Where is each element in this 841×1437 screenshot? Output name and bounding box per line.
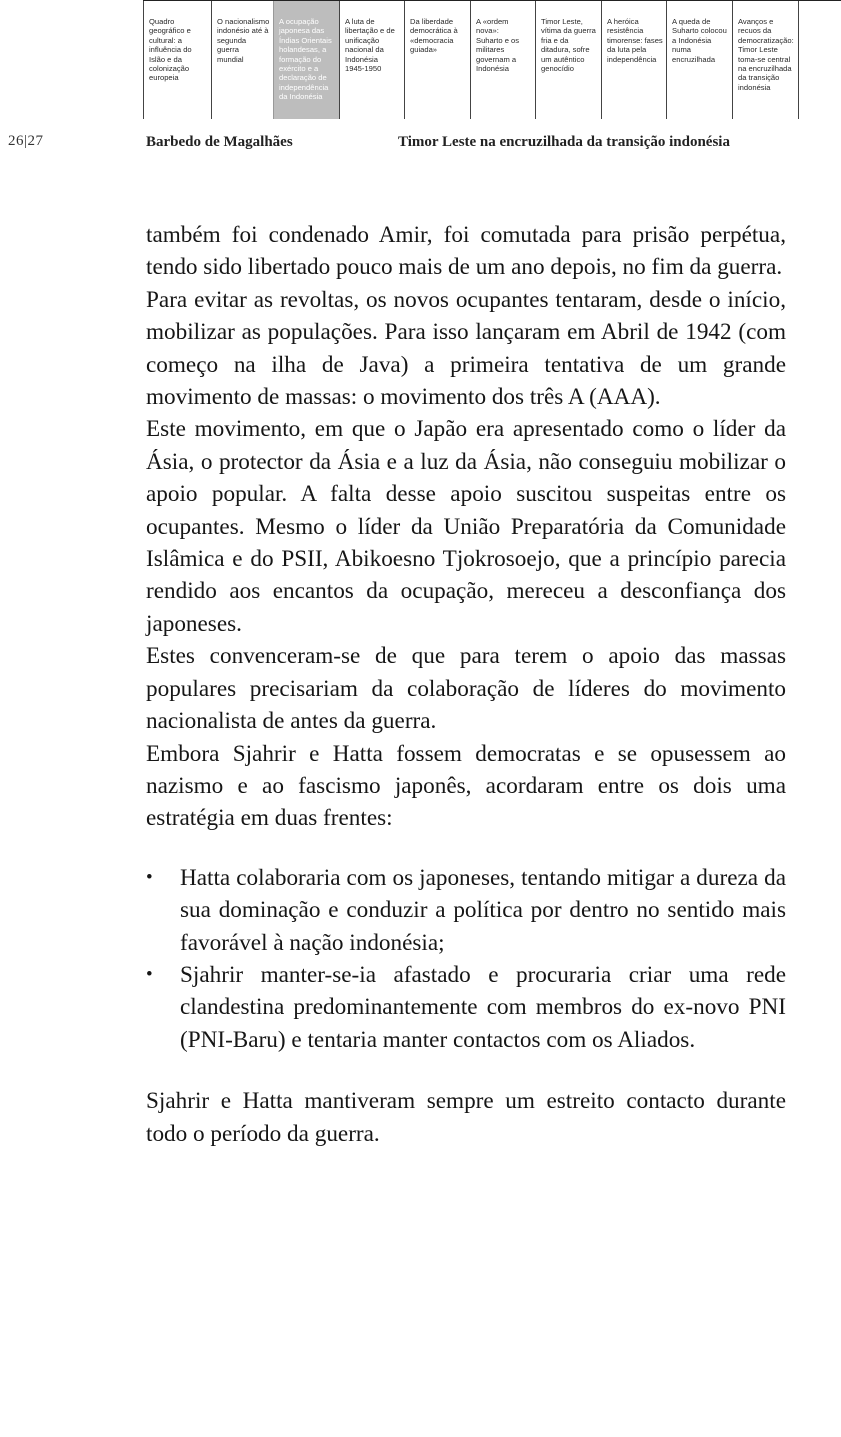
chapter-tab-6: A «ordem nova»: Suharto e os militares governam a Indonésia [470,1,535,119]
list-item [146,959,786,1056]
chapter-tab-9: A queda de Suharto colocou a Indonésia numa encruzilhada [666,1,732,119]
paragraph: Este movimento, em que o Japão era apresentado como o líder da Ásia, o protector da Ásia e a luz da Ásia, não conseguiu mobilizar o apoio popular. A falta desse apoio suscitou suspeitas entre os ocupantes. Mesmo o líder da União Preparatória da Comunidade Islâmica e do PSII, Abikoesno Tjokrosoejo, que a princípio parecia rendido aos encantos da ocupação, mereceu a desconfiança dos japoneses. [146,416,786,637]
paragraph: Estes convenceram-se de que para terem o apoio das massas populares precisariam da colaboração de líderes do movimento nacionalista de antes da guerra. [146,643,786,735]
chapter-navigation-strip [143,0,841,119]
chapter-tab-5: Da liberdade democrática à «democracia guiada» [404,1,470,119]
list-item [146,862,786,959]
running-header-title: Timor Leste na encruzilhada da transição indonésia [398,134,730,150]
chapter-tab-10: Avanços e recuos da democratização: Timor Leste toma-se central na encruzilhada da transição indonésia [732,1,799,119]
list-item-text: Sjahrir manter-se-ia afastado e procuraria criar uma rede clandestina predominantemente com membros do ex-novo PNI (PNI-Baru) e tentaria manter contactos com os Aliados. [180,961,786,1053]
chapter-tab-8: A heróica resistência timorense: fases da luta pela independência [601,1,666,119]
bullet-icon: • [146,963,153,985]
paragraph: Para evitar as revoltas, os novos ocupantes tentaram, desde o início, mobilizar as populações. Para isso lançaram em Abril de 1942 (com começo na ilha de Java) a primeira tentativa de um grande movimento de massas: o movimento dos três A (AAA). [146,286,786,411]
chapter-tab-3-current: A ocupação japonesa das Índias Orientais holandesas, a formação do exército e a declaração de independência da Indonésia [273,1,339,119]
running-header-author: Barbedo de Magalhães [146,134,293,150]
chapter-tab-1: Quadro geográfico e cultural: a influência do Islão e da colonização europeia [143,1,211,119]
paragraph: Embora Sjahrir e Hatta fossem democratas e se opusessem ao nazismo e ao fascismo japonês, acordaram entre os dois uma estratégia em duas frentes: [146,740,786,832]
bullet-icon: • [146,866,153,888]
list-item-text: Hatta colaboraria com os japoneses, tentando mitigar a dureza da sua dominação e conduzir a política por dentro no sentido mais favorável à nação indonésia; [180,864,786,956]
chapter-tab-2: O nacionalismo indonésio até à segunda guerra mundial [211,1,273,119]
paragraph: também foi condenado Amir, foi comutada para prisão perpétua, tendo sido libertado pouco mais de um ano depois, no fim da guerra. [146,222,786,281]
chapter-tab-4: A luta de libertação e de unificação nacional da Indonésia 1945-1950 [339,1,404,119]
page-body-text [146,219,786,1150]
chapter-tab-7: Timor Leste, vítima da guerra fria e da ditadura, sofre um autêntico genocídio [535,1,601,119]
strategy-bullet-list [146,862,786,1056]
closing-paragraph: Sjahrir e Hatta mantiveram sempre um estreito contacto durante todo o período da guerra. [146,1088,786,1147]
page-numbers: 26|27 [8,133,44,149]
